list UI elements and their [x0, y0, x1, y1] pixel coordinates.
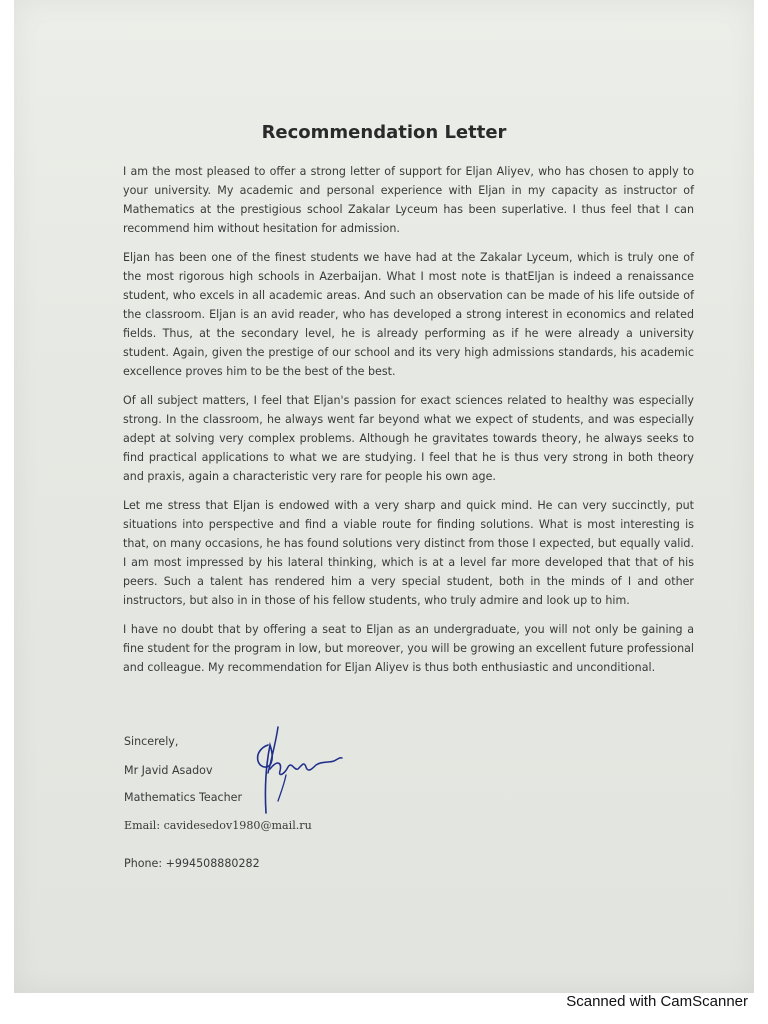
- letter-title: Recommendation Letter: [261, 122, 507, 143]
- paragraph-1: I am the most pleased to offer a strong letter of support for Eljan Aliyev, who has chosen to apply to your university. My academic and personal experience with Eljan in my capacity as instructor of Mathematics at the prestigious school Zakalar Lyceum has been superlative. I thus feel that I can recommend him without hesitation for admission.: [123, 165, 694, 235]
- signer-email: Email: cavidesedov1980@mail.ru: [124, 819, 312, 832]
- camscanner-watermark: Scanned with CamScanner: [566, 993, 748, 1010]
- handwritten-signature: [250, 725, 350, 820]
- paragraph-2: Eljan has been one of the finest students we have had at the Zakalar Lyceum, which is truly one of the most rigorous high schools in Azerbaijan. What I most note is thatEljan is indeed a renaissance student, who excels in all academic areas. And such an observation can be made of his life outside of the classroom. Eljan is an avid reader, who has developed a strong interest in economics and related fields. Thus, at the secondary level, he is already performing as if he were already a university student. Again, given the prestige of our school and its very high admissions standards, his academic excellence proves him to be the best of the best.: [123, 251, 694, 378]
- letter-body: [123, 162, 694, 687]
- paragraph-3: Of all subject matters, I feel that Eljan's passion for exact sciences related to healthy was especially strong. In the classroom, he always went far beyond what we expect of students, and was especially adept at solving very complex problems. Although he gravitates towards theory, he always seeks to find practical applications to what we are studying. I feel that he is thus very strong in both theory and praxis, again a characteristic very rare for people his own age.: [123, 394, 694, 483]
- signer-phone: Phone: +994508880282: [124, 857, 260, 870]
- paragraph-4: Let me stress that Eljan is endowed with a very sharp and quick mind. He can very succinctly, put situations into perspective and find a viable route for finding solutions. What is most interesting is that, on many occasions, he has found solutions very distinct from those I expected, but equally valid. I am most impressed by his lateral thinking, which is at a level far more developed that that of his peers. Such a talent has rendered him a very special student, both in the minds of I and other instructors, but also in in those of his fellow students, who truly admire and look up to him.: [123, 499, 694, 607]
- paragraph-5: I have no doubt that by offering a seat to Eljan as an undergraduate, you will not only be gaining a fine student for the program in low, but moreover, you will be growing an excellent future professional and colleague. My recommendation for Eljan Aliyev is thus both enthusiastic and unconditional.: [123, 623, 694, 674]
- signer-name: Mr Javid Asadov: [124, 764, 213, 777]
- signer-position: Mathematics Teacher: [124, 791, 243, 804]
- salutation: Sincerely,: [124, 735, 179, 748]
